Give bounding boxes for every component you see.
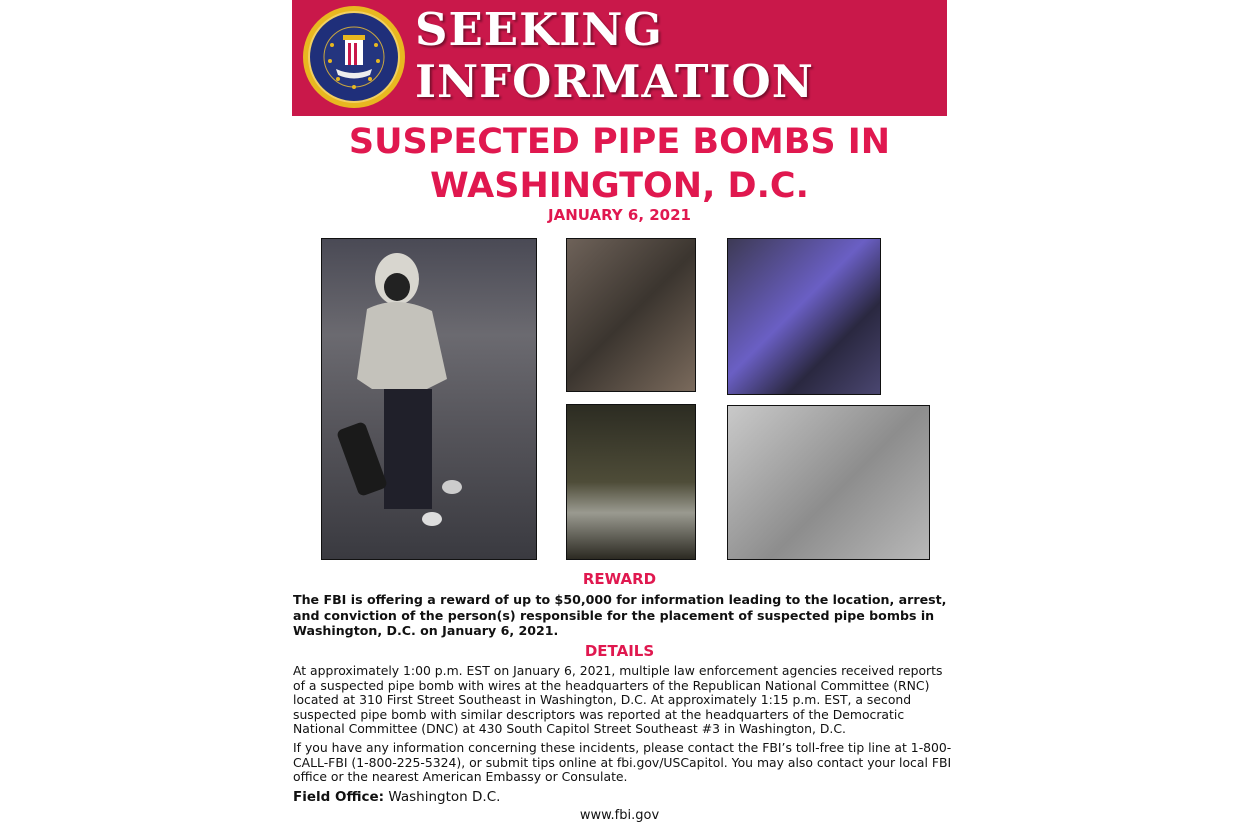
header-banner	[292, 0, 947, 116]
incident-date: JANUARY 6, 2021	[548, 206, 691, 224]
reward-text: The FBI is offering a reward of up to $50,000 for information leading to the location, arrest, and conviction of the person(s) responsible for the placement of suspected pipe bombs in Washington, D.C. on January 6, 2021.	[293, 592, 947, 638]
poster-title	[292, 120, 947, 208]
details-body	[293, 664, 953, 789]
suspect-figure-image	[322, 239, 536, 559]
banner-line-1: SEEKING	[415, 3, 663, 56]
title-line-2: WASHINGTON, D.C.	[430, 166, 809, 206]
suspect-photo-full-body	[321, 238, 537, 560]
reward-heading: REWARD	[582, 570, 657, 588]
field-office-value: Washington D.C.	[388, 789, 501, 805]
fbi-seal-logo	[302, 5, 406, 109]
details-paragraph-2: If you have any information concerning these incidents, please contact the FBI’s toll-free tip line at 1-800-CALL-FBI (1-800-225-5324), or submit tips online at fbi.gov/USCapitol. You may also contact your local FBI office or the nearest American Embassy or Consulate.	[293, 739, 952, 785]
field-office	[293, 789, 500, 805]
suspect-photo-bag-closeup	[727, 238, 881, 395]
wanted-poster	[292, 0, 952, 826]
suspect-photo-shoe	[566, 404, 696, 560]
suspect-photo-shoe-closeup	[727, 405, 930, 560]
banner-heading	[415, 4, 814, 108]
banner-line-2: INFORMATION	[415, 55, 814, 108]
title-line-1: SUSPECTED PIPE BOMBS IN	[348, 122, 891, 162]
suspect-photo-backpack	[566, 238, 696, 392]
field-office-label: Field Office:	[293, 789, 385, 805]
website-link[interactable]: www.fbi.gov	[579, 808, 660, 823]
details-heading: DETAILS	[584, 642, 655, 660]
details-paragraph-1: At approximately 1:00 p.m. EST on January 6, 2021, multiple law enforcement agencies received reports of a suspected pipe bomb with wires at the headquarters of the Republican National Committee (RNC) located at 310 First Street Southeast in Washington, D.C. At approximately 1:15 p.m. EST, a second suspected pipe bomb with similar descriptors was reported at the headquarters of the Democratic National Committee (DNC) at 430 South Capitol Street Southeast #3 in Washington, D.C.	[293, 663, 943, 737]
